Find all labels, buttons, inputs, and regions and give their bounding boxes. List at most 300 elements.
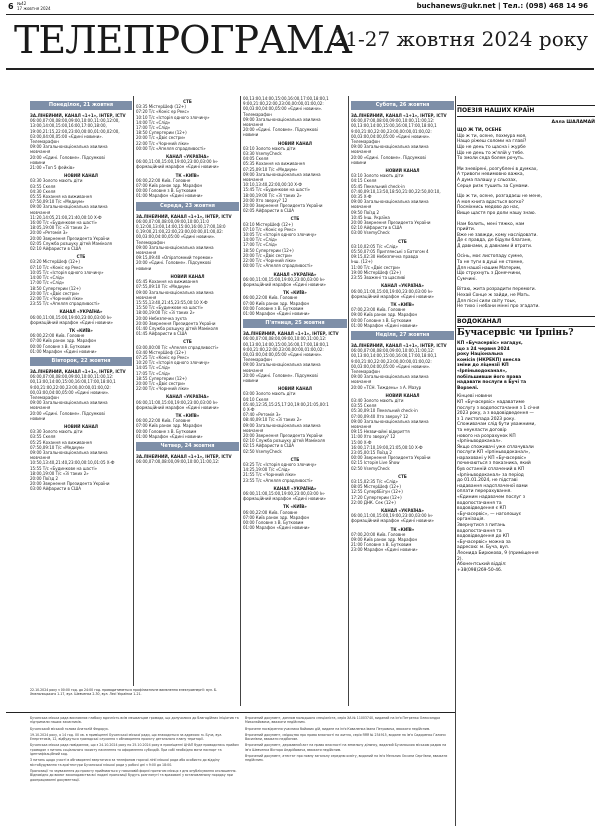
program-line: 02:10 Айфаристи в США: [351, 225, 402, 231]
column-monday-tuesday: [30, 98, 132, 683]
program-line: з 1 листопада 2023 року.: [457, 416, 516, 422]
program-line: 09:00 Загальнонаціональна хвилина: [136, 289, 214, 295]
program-line: мовчання: [136, 250, 157, 256]
program-line: 00,13:00,14:00,15:00,16:00,17:00,18:00,1: [243, 96, 329, 101]
program-line: 03:35 МістерШеф (12+): [136, 104, 186, 110]
program-line: 03:25 Т/с «Історія одного злочину»: [243, 462, 317, 467]
program-list: [136, 104, 239, 151]
poem-line: ЩО Ж ТИ, ОСЕНЕ: [457, 128, 502, 134]
program-line: 18:55 Супергерии (12+): [136, 375, 187, 381]
program-line: 11:00 Т/с «Двіє сестри»: [351, 264, 401, 270]
program-line: 23:55 Зважені та щасливі: [351, 275, 406, 281]
program-list: [30, 333, 132, 354]
program-line: 22:00 ДНК. Сек (12+): [351, 499, 396, 505]
poem-stanza: [457, 254, 595, 282]
program-line: Телемарафон: [30, 394, 59, 400]
program-line: Телемарафон: [351, 368, 380, 374]
program-line: 0 Х-Ф: [243, 406, 255, 412]
poem-line: Сумчині.: [457, 276, 477, 282]
program-list: [30, 259, 132, 306]
poem-line: Що ж ти, осене, похмура моя,: [457, 133, 527, 139]
program-line: 06:00,07:00,08:00,09:00,10:00,11:00,12:: [30, 374, 114, 380]
channel-heading: ЗА.ЛІНЕЙНИЙ, КАНАЛ «1+1», ІНТЕР, ICTV: [136, 213, 232, 219]
poem-stanza: [457, 194, 595, 216]
program-line: 15:45 Т/с «Будинкове на шасті»: [243, 187, 311, 193]
program-line: 07:00 Київ ранок здр. Марафон: [243, 300, 310, 306]
program-line: 18:50 Супергерии (12+): [136, 130, 187, 136]
day-heading: П'ятниця, 25 жовтня: [243, 319, 347, 328]
program-line: 00,03:00,04:00,05:00 «Єдині новини».: [351, 133, 431, 139]
program-line: 20:00 Небезпечна зухта: [136, 315, 187, 321]
program-line: оплати перерахування.: [457, 489, 512, 495]
program-line: 03:10,02:05 Т/с «Слід»: [351, 243, 398, 249]
program-line: 00,13:00,14:00,15:00,16:00,17:00,18:00,1: [351, 353, 437, 359]
channel-heading: ЗА.ЛІНЕЙНИЙ, КАНАЛ «1+1», ІНТЕР, ICTV: [351, 113, 447, 118]
program-line: новини: [351, 159, 367, 165]
program-line: 20:00 «Єдині. Головне». Підсумкові: [30, 154, 105, 160]
poem-author: Алла ШАЛАМАЙ: [551, 119, 595, 125]
program-line: 20:00 Хто зверху? 12: [243, 197, 288, 203]
announcement-paragraph: 19.10.2024 року, о 14 год. 00 хв. в приміщенні Бучанської міської ради, що знаходиться за адресою: м. Буча, вул. Енергетиків, 12, відбудуться громадські слухання з обговорення проєкту детального плану території.: [30, 732, 223, 742]
title-rule: [6, 68, 594, 70]
program-line: 06:00,22:00 Київ. Головне: [243, 295, 298, 301]
issue-date: 17 жовтня 2024: [17, 6, 51, 11]
program-line: 19:00,21:15,22:00,23:00,00:00,01:00,02:00,: [30, 128, 120, 134]
program-line: 09:00 Київ ранок здр. Марафон: [351, 537, 418, 543]
program-line: Абонентський відділ:: [457, 562, 507, 568]
program-line: до 01.01.2024, не підставі: [457, 478, 518, 484]
program-line: 19:00 МістерШеф (12+): [351, 269, 401, 275]
program-list: [136, 178, 239, 199]
channel-heading: КАНАЛ «УКРАЇНА»: [273, 271, 317, 277]
day-heading: Субота, 26 жовтня: [351, 101, 454, 110]
poem-stanza: [457, 222, 595, 250]
channel-heading: ТК «КИЇВ»: [283, 504, 307, 510]
program-line: 14:00 Т/с «Слід»: [243, 237, 278, 243]
program-line: 00:00 Звернення Президента України: [351, 455, 431, 461]
program-line: 18:00,19:00 Т/с «Зі таких 2»: [30, 470, 89, 476]
program-line: починаються з показника, який: [457, 461, 531, 467]
program-line: 10:45 Інш. Україна: [351, 214, 390, 220]
program-line: 07:00,20:00 Київ. Головне: [351, 531, 406, 537]
channel-heading: СТБ: [290, 456, 300, 462]
program-list: [351, 398, 454, 471]
program-line: 05:45 Пекельний check-in: [351, 183, 405, 189]
program-line: 03:30 Золото мають діти: [30, 429, 83, 435]
program-line: мовчання: [351, 423, 372, 429]
program-line: 10:10,13:40,22:00,00:10 Х-Ф: [243, 182, 302, 188]
program-line: 09:00 Київ ранок здр. Марафон: [351, 312, 418, 318]
program-line: 10:10 Т/с «Історія одного злочину»: [136, 114, 210, 120]
program-line: 06:00,07:00,08:00,09:00,10:00,11:00,12:: [351, 118, 435, 124]
program-line: 09:50 Поїзд 2: [351, 209, 380, 215]
program-line: Інш. (12+): [351, 259, 373, 265]
announcement-paragraph: Бучанська міська рада повідомляє, що з 24.10.2024 року по 25.10.2024 року в приміщенні ЦНАП буде проводитись прийом громадян з питань соціального захисту населення та оформлення субсидій. При собі необхідно мати паспорт та ідентифікаційний код.: [30, 743, 239, 757]
program-line: 21:00 «Топ 5 фейків»: [30, 165, 75, 171]
program-line: 17:00 Т/с «Слід»: [30, 280, 65, 286]
program-line: 0,19:00,21:00,22:00,23:00,00:00,01:00,02:: [136, 229, 224, 235]
program-line: 05:40,12:35,15:25,17:20,19:00,21:05,00:1: [243, 401, 329, 407]
program-line: послугу з водопостачання з 1 січня: [457, 405, 540, 411]
program-line: 03:10 Золото мають діти: [351, 173, 404, 179]
poem-line: А моя книга вдасться вогко?: [457, 199, 524, 205]
contacts: buchanews@ukr.net | Тел.: (098) 468 14 96: [416, 2, 588, 10]
poem-line: Нам болить, мені тяжко, нам: [457, 221, 525, 227]
program-line: 16:00,17:10,19:00,21:05,00:10 Х-Ф: [351, 444, 423, 450]
program-line: 09:00 Загальнонаціональна хвилина: [243, 171, 321, 177]
program-list: [243, 96, 347, 138]
program-line: КП «Бучасервіс» нагадує,: [457, 341, 523, 346]
poem-line: То змоли седа болем рочуть.: [457, 156, 525, 162]
program-line: формаційний марафон «Єдині новини»: [136, 404, 219, 410]
poem-line: Серце ризк тушить за Сумами.: [457, 183, 529, 189]
program-line: мовчання: [30, 209, 51, 215]
program-line: 00,13:00,14:00,15:00,16:00,17:00,18:00,1: [243, 341, 329, 347]
program-line: 2).: [457, 556, 463, 562]
announcement-paragraph: Втрачене посвідчення учасника бойових дій, видане на ім'я Коваленка Івана Петровича, вважати недійсним.: [245, 726, 431, 731]
column-saturday-sunday: [351, 98, 454, 698]
program-line: 02:10 Служба розшуку дітей Маміколя: [243, 438, 325, 444]
program-line: 05:55 Кохання на виживання: [30, 194, 92, 200]
program-line: 09:00 Загальнонаціональна хвилина: [30, 449, 108, 455]
program-list: [351, 348, 454, 390]
channel-heading: КАНАЛ «УКРАЇНА»: [380, 508, 424, 514]
program-line: 16:00 Т/с «Будинкове на шасті»: [30, 220, 98, 226]
program-line: 09:00 Загальнонаціональна хвилина: [30, 144, 108, 150]
program-line: новини: [30, 159, 46, 165]
vodokanal-section-title: ВОДОКАНАЛ: [457, 316, 595, 328]
column-divider: [133, 96, 134, 686]
program-line: 03:15,02:35 Т/с «Слід»: [351, 479, 398, 484]
program-line: водовідведення до КП: [457, 534, 510, 540]
program-line: 23:55 Т/с «Апелля спрадливості»: [243, 477, 313, 483]
program-line: 00:00 Т/с «Апелля спрадливості»: [136, 145, 206, 151]
program-line: формаційний марафон «Єдині новини»: [243, 496, 326, 502]
program-line: 02:50 VsemyCheck: [243, 448, 282, 454]
channel-heading: СТБ: [183, 99, 192, 104]
poem-line: Нехай Сонце ж зайди, не Мать.: [457, 293, 531, 299]
program-line: 20:00 Звернення Президента України: [351, 220, 431, 226]
program-list: [136, 219, 239, 271]
program-line: Телемарафон: [136, 239, 165, 245]
day-heading: Вівторок, 22 жовтня: [30, 357, 132, 366]
announcement-paragraph: З питань щодо участі в обговоренні звертатися за телефоном гарячої лінії міської ради або особисто до відділу містобудування та архітектури Бучанської міської ради у робочі дні з 9:00 до 18:00.: [30, 758, 220, 767]
program-line: 08:40,09:10 Т/с «Зі таких 2»: [243, 417, 302, 423]
program-line: 0,12:00,13:00,14:00,15:00,16:00,17:00,18:0: [136, 224, 226, 230]
poem-line: Вітаю, жита розрадити перемоги.: [457, 287, 537, 293]
program-line: 06:00,11:00,15:00,19:00,23:00,03:00 Ін-: [136, 159, 219, 165]
program-line: 03:55 Скеля: [30, 183, 56, 189]
date-range: 21-27 жовтня 2024 року: [332, 27, 588, 51]
program-line: 06:00,07:00,08:00,09:00,10:00,11:0: [136, 218, 209, 224]
channel-heading: ТК «КИЇВ»: [175, 172, 200, 178]
program-line: 04:30 Скеля: [30, 188, 56, 194]
program-line: 21:55 Т/с «Чорнний ліки»: [243, 472, 297, 478]
program-line: 11:00 Хто зверху? 12: [351, 434, 396, 440]
program-line: мовчання: [136, 294, 157, 300]
channel-heading: КАНАЛ «УКРАЇНА»: [165, 394, 209, 400]
program-line: 05:30,09:10 Пекельний check-in: [351, 408, 418, 414]
program-line: 03:10 МістерШеф (12+): [243, 221, 293, 227]
program-line: 04:10 Скеля: [243, 396, 269, 402]
program-line: 09:00 Загальнонаціональна хвилина: [30, 204, 108, 210]
program-line: Леонида Бирюкова, 9 (приміщення: [457, 550, 539, 556]
program-list: [136, 279, 239, 336]
program-line: 01:45 Айфаристи в США: [136, 331, 187, 337]
program-line: 04:05 Скеля: [243, 156, 269, 162]
announcement-paragraph: Пропозиції та зауваження до проєкту приймаються у письмовій формі протягом місяця з дня опублікування оголошення. Відповідно до вимог законодавства всі подані пропозиції будуть розглянуті та враховані у встановленому порядку при доопрацюванні документації.: [30, 768, 237, 782]
program-line: 00,03:00,04:00,05:00 «Єдині новини».: [30, 389, 110, 395]
program-line: 06:00,07:00,08:00,09:00,10:00,11:00,12:: [243, 336, 327, 342]
program-line: Телемарафон: [351, 139, 380, 145]
program-line: 03:00,04:00,05:00 «Єдині новини».: [30, 133, 103, 139]
program-line: 15:00 Х-Ф: [351, 439, 372, 445]
article-headline: Бучасервіс чи Ірпінь?: [457, 328, 574, 339]
program-line: 20:00 «Єдині. Головне». Підсумкові: [243, 127, 318, 133]
poem-line: Та не туги в душі не стомне,: [457, 260, 524, 266]
program-line: «Бучасервіс» можна за: [457, 539, 511, 545]
poem: [457, 128, 595, 310]
program-line: 01:00 Марафон «Єдині новини»: [136, 193, 203, 199]
column-divider: [348, 96, 349, 706]
channel-heading: НОВИЙ КАНАЛ: [170, 273, 205, 279]
program-line: формаційний марафон «Єдині новини»: [351, 518, 434, 524]
day-heading: Неділя, 27 жовтня: [351, 331, 454, 340]
program-line: адресою: м. Буча, вул.: [457, 545, 510, 551]
program-line: Ворзелі.: [457, 385, 479, 391]
program-line: 07:50,09:10 Т/с «Медиум»: [30, 444, 85, 450]
program-line: був останній сплачений в КП: [457, 467, 525, 473]
program-line: мовчання: [351, 204, 372, 210]
program-line: 2023 року, а з водовідведення —: [457, 411, 534, 417]
program-line: 00,13:00,14:00,15:00,16:00,17:00,18:00,1: [351, 123, 437, 129]
program-line: 07:10 Т/с «Коніс ер Рекс»: [243, 226, 297, 232]
sidebar: [457, 105, 595, 825]
poem-line: Що ж ти, осене, розгадаєш не мене,: [457, 194, 542, 200]
program-line: новини: [136, 265, 152, 271]
program-line: 00:35 Х-Ф: [351, 194, 372, 200]
program-line: 09:00 Загальнонаціональна хвилина: [351, 374, 429, 380]
program-line: 20:00 Т/с «Двіє сестри»: [243, 252, 293, 258]
program-line: 10:05 Т/с «Історія одного злочину»: [30, 269, 104, 275]
channel-heading: СТБ: [398, 473, 407, 479]
program-line: мовчання: [243, 122, 264, 128]
program-list: [136, 418, 239, 439]
announcement-paragraph: Втрачений документ, державний акт на право власності на земельну ділянку, виданий Бучанською міською радою на ім'я Шевченка Віктора Андрійовича, вважати недійсним.: [245, 743, 447, 752]
program-line: 06:00,11:00,15:00,19:00,23:00,03:00 Ін-: [30, 314, 113, 320]
program-line: «Ірпіньводоканал» за період: [457, 472, 524, 478]
channel-heading: ЗА.ЛІНЕЙНИЙ, КАНАЛ «1+1», ІНТЕР, ICTV: [243, 331, 339, 337]
program-line: мовчання: [243, 177, 264, 183]
poem-line: А дума палашу у сльозах,: [457, 177, 518, 183]
program-line: 20:00 «Ретомія 3»: [30, 230, 68, 236]
channel-heading: ТК «КИЇВ»: [390, 526, 415, 532]
program-list: [351, 173, 454, 235]
announcement-paragraph: Втрачений документ, свідоцтво про право власності на житло, серія ЯЯЯ № 234915, видане на ім'я Сидоренко Галини Василівни, вважати недійсним.: [245, 732, 446, 742]
program-line: 20:00 «Єдині. Головне». Підсумкові: [243, 372, 318, 378]
program-line: 00,03:00,04:00,05:00 «Єдині новини».: [243, 106, 323, 112]
program-line: 20:00 Т/с «Двіє сестри»: [30, 290, 80, 296]
program-line: 20:00 Т/с «Двіє сестри»: [136, 135, 186, 141]
program-line: 23:05,00:15 Поїзд 2: [351, 449, 392, 455]
program-line: 00:00 Головне з В. Бутковим: [243, 520, 304, 526]
program-line: 14:00 Т/с «Слід»: [30, 275, 65, 281]
program-line: 18:00,19:00 Т/с «Зі таких 2»: [243, 192, 302, 198]
program-line: 07:20 Т/с «Коніс ер Рекс»: [136, 109, 190, 115]
program-line: 09:00 Загальнонаціональна хвилина: [136, 244, 214, 250]
program-line: 09:00 Загальнонаціональна хвилина: [243, 422, 321, 428]
program-line: 05:35 Кохання на виживання: [243, 161, 305, 167]
program-line: 05:50,07:05 Приглянськi з Батогом 4: [351, 249, 429, 255]
program-line: 10:50,13:40,21:40,23:00,00:10,01:05 Х-Ф: [30, 460, 115, 466]
column-thursday-friday: [243, 96, 347, 696]
program-line: року Національна: [457, 352, 503, 358]
poem-line: Вже не завжди, кому наслідовати.: [457, 232, 538, 238]
program-line: 07:00 Київ ранок здр. Марафон: [136, 423, 203, 429]
program-line: 11:20,14:05,21:00,21:40,00:10 Х-Ф: [30, 214, 102, 220]
program-line: 14:00 Т/с «Слід»: [136, 119, 171, 125]
program-list: [243, 336, 347, 383]
program-line: 18:50 Супергерии (12+): [30, 285, 81, 291]
announcement-paragraph: Втрачений документ, диплом молодшого спеціаліста, серія ХА № 11003740, виданий на ім'я Петренко Олександра Миколайовича, вважати недійсним.: [245, 716, 441, 725]
notice-text: 22.10.2024 року з 00:00 год. до 24:00 год. проводитиметься профілактичне вимкнення електроенергії: вул. Б. Хмельницького 1-17, вул. Шевченка 2-30, вул. Лесі Українки 1-21.: [30, 688, 218, 697]
poem-line: Нащо ріжеш соломи на главі?: [457, 139, 527, 145]
program-line: мовчання: [243, 367, 264, 373]
channel-heading: ЗА.ЛІНЕЙНИЙ, КАНАЛ «1+1», ІНТЕР, ICTV: [351, 342, 447, 348]
program-line: 17:05 Т/с «Слід»: [136, 370, 171, 376]
program-line: 04:15 Скеля: [351, 178, 377, 184]
poem-line: Д давнами, д давнами й втрати.: [457, 243, 533, 249]
program-line: 09:00 Загальнонаціональна хвилина: [30, 400, 108, 406]
article-lead: [457, 341, 595, 391]
program-list: [243, 146, 347, 214]
program-line: 06:00,11:00,15:00,19:00,23:00,03:00 Ін-: [243, 491, 326, 497]
channel-heading: ТК «КИЇВ»: [175, 412, 200, 418]
program-line: 03:40 МістерШеф (12+): [136, 349, 186, 355]
program-line: 15:55 Т/с «Будинкове на шасті»: [30, 465, 98, 471]
channel-heading: НОВИЙ КАНАЛ: [63, 423, 98, 429]
program-line: Телемарафон: [243, 111, 272, 117]
program-list: [30, 429, 132, 491]
program-line: нового на розрахунок КП: [457, 433, 516, 439]
poem-line: Що не день то щасна і журбе: [457, 144, 526, 150]
program-line: 15:55,13:40,21:45,23:55,00:10 Х-Ф: [136, 299, 208, 305]
program-list: [243, 491, 347, 501]
program-line: 00,03:00,04:00,05:00 «Єдині новини».: [136, 234, 216, 240]
program-line: 18:50 Супергерии (12+): [243, 247, 294, 253]
header-rule: [6, 14, 594, 15]
channel-heading: НОВИЙ КАНАЛ: [277, 386, 312, 392]
program-list: [351, 244, 454, 280]
program-line: 9:00,21:00,22:00,23:00,00:00,01:00,02:: [351, 128, 432, 134]
program-line: 9:00,21:00,22:00,23:00,00:00,01:00,02:: [243, 346, 324, 352]
poem-line: Не тихо і небани мінні про згадати.: [457, 304, 540, 310]
program-line: новини: [243, 377, 259, 383]
program-list: [351, 307, 454, 328]
program-line: 02:15 Айфаристи в США: [243, 443, 294, 449]
channel-heading: ЗА.ЛІНЕЙНИЙ, КАНАЛ «1+1», ІНТЕР, ICTV: [136, 453, 232, 459]
poem-line: Осінь, моє листопаду сумне,: [457, 254, 524, 260]
channel-heading: НОВИЙ КАНАЛ: [385, 392, 420, 398]
program-line: 22:00 Т/с «Чорнний ліки»: [136, 140, 190, 146]
program-line: 02:05 Айфаристи в США: [243, 208, 294, 214]
program-list: [243, 391, 347, 453]
program-line: 20:00 Звернення Президента України: [30, 481, 110, 487]
program-line: Якщо споживачі уже сплачували: [457, 444, 534, 450]
program-line: 06:00,11:00,15:00,19:00,23:00,03:00 Ін-: [351, 288, 434, 294]
program-line: 01:00 Марафон «Єдині новини»: [30, 348, 97, 354]
poem-line: Де є правда, де бідули благане,: [457, 238, 532, 244]
program-list: [30, 374, 132, 421]
poem-line: Вище щастя про доли нашу знаю.: [457, 210, 537, 216]
program-line: формаційний марафон «Єдині новини»: [243, 281, 326, 287]
program-list: [243, 510, 347, 531]
program-line: 18:05,19:00 Т/с «Зі таких 2»: [30, 225, 89, 231]
announcement-paragraph: Бучанська міська рада висловлює глибоку вдячність всім мешканцям громади, що долучилися до благодійних ініціатив та підтримали наших захисників.: [30, 716, 239, 725]
channel-heading: ТК «КИЇВ»: [283, 290, 307, 296]
program-line: 18:00,19:00 Т/с «Зі таких 2»: [136, 310, 195, 316]
channel-heading: ТК «КИЇВ»: [69, 327, 93, 333]
program-line: Кінцеві новини: [457, 394, 492, 400]
program-line: 06:00,22:00 Київ. Головне: [30, 333, 85, 339]
program-line: новини: [30, 415, 46, 421]
day-heading: Четвер, 24 жовтня: [136, 442, 239, 451]
program-line: 03:55 Скеля: [351, 403, 377, 409]
program-line: 09:15,02:30 Небезпечна правда: [351, 254, 419, 260]
program-line: надавати послуги в Бучі та: [457, 380, 527, 386]
program-line: Телемарафон: [243, 357, 272, 363]
page-title: ТЕЛЕПРОГРАМА: [14, 18, 352, 62]
program-line: надавання надсплаченої вами: [457, 483, 528, 489]
program-line: 09:00 Загальнонаціональна хвилина: [351, 418, 429, 424]
program-line: 09:15 Незвичайні відкриття: [351, 429, 410, 435]
program-line: Споживачам слід бути уважними,: [457, 422, 536, 428]
program-line: 09:00 Загальнонаціональна хвилина: [243, 362, 321, 368]
program-line: послуги КП «Ірпіньводоканал»,: [457, 450, 530, 456]
program-line: 07:40,09:10,13:50,18:50,21:00,22:50,00:10,: [351, 188, 441, 194]
bottom-rule: [6, 712, 455, 713]
program-line: 10:20 Т/с «Історія одного злочину»: [136, 360, 210, 366]
program-line: водовідведення є КП: [457, 506, 506, 512]
program-line: 20:00 Поїзд 2: [30, 476, 59, 481]
program-list: [136, 345, 239, 392]
announcements-left: [30, 716, 240, 826]
program-line: комісія (НКРЕКП) внесла: [457, 357, 521, 363]
poem-stanza: [457, 167, 595, 189]
program-list: [243, 222, 347, 269]
announcement-paragraph: Бучанський міський голова Анатолій Федорук.: [30, 726, 109, 731]
program-line: 20:00 «Єдині. Головне». Підсумкові: [351, 154, 426, 160]
program-line: 00,03:00,04:00,05:00 «Єдині новини».: [351, 363, 431, 369]
channel-heading: ТК «КИЇВ»: [390, 301, 415, 307]
program-line: 07:00 Київ ранок здр. Марафон: [30, 338, 97, 344]
program-list: [136, 400, 239, 410]
channel-heading: СТБ: [183, 339, 192, 345]
program-line: формаційний марафон «Єдині новини»: [136, 164, 219, 170]
program-line: 06:00,07:00,08:00,09:00,10:00,11:00,12:: [351, 348, 435, 354]
channel-heading: НОВИЙ КАНАЛ: [277, 140, 312, 146]
program-line: та неукласти договір: [457, 427, 507, 433]
program-line: 06:00,22:00 Київ. Головне: [243, 509, 298, 515]
program-line: 03:00,00:00 Т/с «Апелля спрадливості»: [136, 344, 219, 350]
program-line: нараховані у КП «Бучасервіс»: [457, 455, 527, 461]
program-line: 07:55,09:10 Т/с «Медиум»: [136, 284, 191, 290]
program-line: 01:00 Марафон «Єдині новини»: [136, 433, 203, 439]
program-line: «Ірпіньводоканал»,: [457, 368, 507, 374]
program-line: 05:25 Кохання на виживання: [30, 439, 92, 445]
program-line: мовчання: [30, 149, 51, 155]
program-line: 01:40 Служба розшуку дітей Маміколя: [136, 325, 218, 331]
